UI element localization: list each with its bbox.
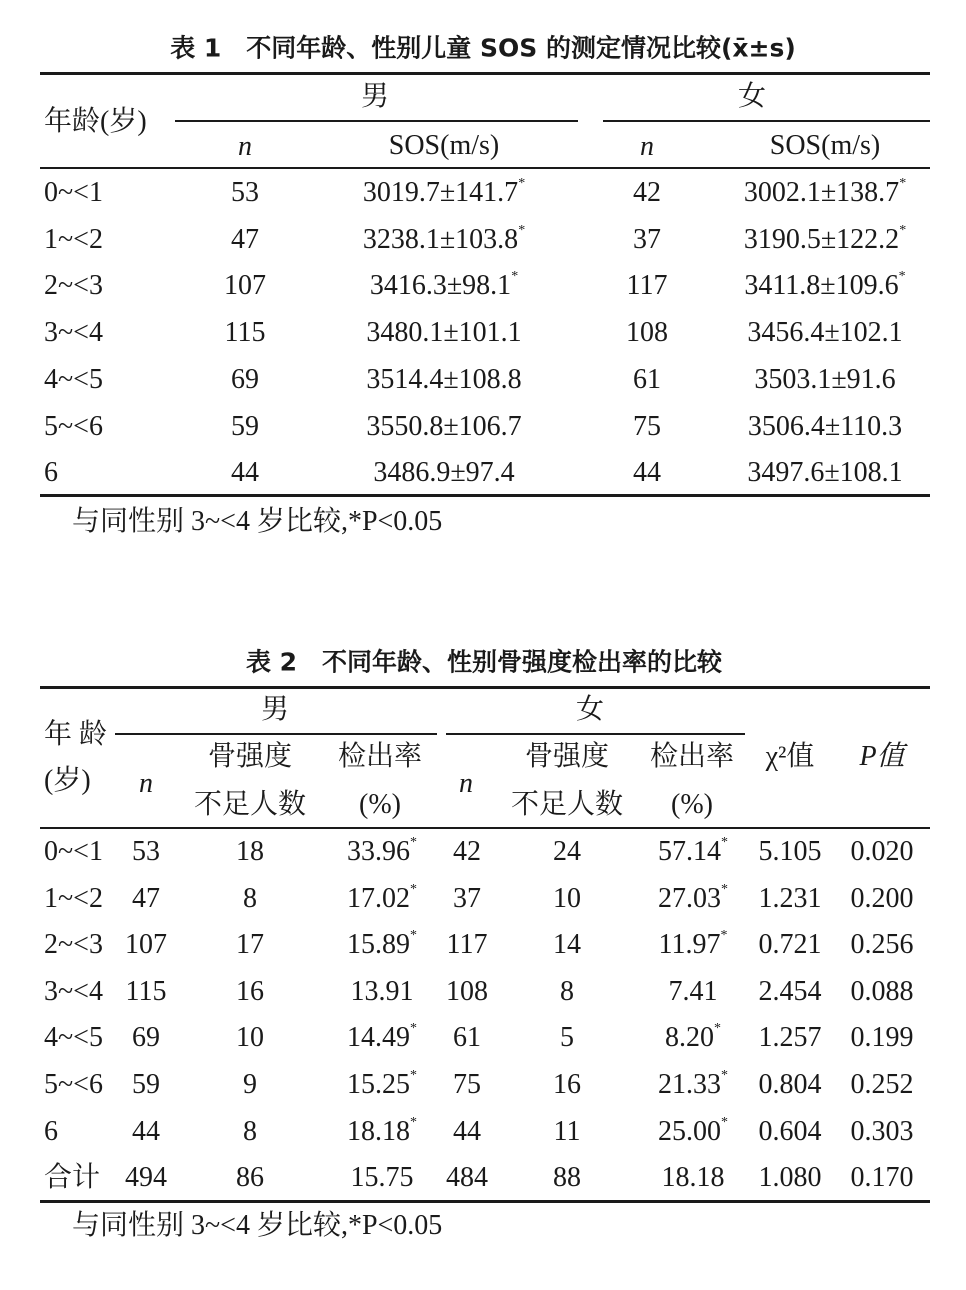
table1-male-sos-cell: 3416.3±98.1* (369, 269, 519, 302)
table2-age-cell: 3~<4 (44, 975, 103, 1007)
significance-mark: * (511, 269, 519, 285)
table2-age-cell: 2~<3 (44, 929, 103, 961)
table2-female-count-cell: 24 (553, 836, 581, 867)
table1-male-n-cell: 44 (231, 457, 259, 489)
table2-female-n-cell: 61 (453, 1022, 481, 1054)
table2-female-n-cell: 37 (453, 882, 481, 914)
significance-mark: * (721, 881, 728, 897)
table1-note: 与同性别 3~<4 岁比较,*P<0.05 (72, 506, 443, 537)
table2-female-header: 女 (575, 694, 605, 725)
table2-age-header-2: (岁) (44, 765, 91, 796)
table2-chi-cell: 1.231 (758, 882, 822, 914)
table1-header-rule (40, 167, 930, 169)
significance-mark: * (518, 222, 526, 238)
table1-female-n-cell: 44 (633, 457, 661, 489)
table1-title: 表 1 不同年龄、性别儿童 SOS 的测定情况比较(x̄±s) (170, 33, 796, 63)
table1-age-cell: 6 (44, 457, 58, 489)
table2-male-n-cell: 494 (125, 1162, 167, 1194)
table1-female-n-header: n (640, 131, 654, 162)
table1-female-n-cell: 75 (633, 410, 661, 442)
table2-chi-cell: 5.105 (758, 836, 822, 867)
table1-female-sos-cell: 3002.1±138.7* (743, 176, 907, 208)
table1-male-sos-cell: 3480.1±101.1 (366, 317, 522, 349)
table2-male-count-header-1: 骨强度 (207, 741, 293, 772)
table2-male-rate-cell: 33.96* (347, 835, 417, 867)
table1-male-sos-cell: 3486.9±97.4 (373, 457, 515, 489)
table2-female-count-cell: 10 (553, 882, 581, 914)
table1-female-n-cell: 37 (633, 223, 661, 255)
table2-male-rate-cell: 15.25* (347, 1068, 417, 1100)
table1-male-sos-header: SOS(m/s) (388, 130, 500, 161)
table2-chi-cell: 0.721 (758, 929, 822, 961)
table2-female-rate-header-2: (%) (671, 789, 713, 820)
significance-mark: * (714, 1021, 721, 1037)
table2-age-cell: 5~<6 (44, 1069, 103, 1100)
table1-male-header: 男 (360, 81, 390, 112)
table2-male-rate-cell: 17.02* (347, 881, 417, 914)
significance-mark: * (410, 1068, 417, 1083)
table1-age-header: 年龄(岁) (44, 106, 147, 137)
table1-male-n-header: n (238, 131, 252, 162)
table2-female-count-cell: 8 (560, 975, 574, 1007)
table1-male-rule (175, 120, 578, 122)
table2-male-count-header-2: 不足人数 (193, 789, 307, 820)
significance-mark: * (410, 928, 417, 944)
table2-female-count-cell: 5 (560, 1022, 574, 1054)
table2-male-count-cell: 9 (243, 1069, 257, 1100)
table2-age-cell: 4~<5 (44, 1022, 103, 1054)
table2-male-count-cell: 18 (236, 836, 264, 867)
significance-mark: * (518, 176, 526, 191)
table2-chi-cell: 0.804 (758, 1069, 822, 1100)
table1-age-cell: 0~<1 (44, 177, 103, 208)
table2-male-count-cell: 10 (236, 1022, 264, 1054)
significance-mark: * (721, 835, 728, 850)
table2-p-header: P值 (859, 741, 905, 772)
table2-age-cell: 0~<1 (44, 836, 103, 867)
table1-male-n-cell: 115 (224, 317, 266, 349)
table2-male-rate-cell: 14.49* (347, 1021, 417, 1054)
table2-p-cell: 0.256 (850, 929, 914, 961)
significance-mark: * (410, 1114, 417, 1130)
table2-male-rate-cell: 13.91 (350, 975, 414, 1007)
table2-female-count-header-2: 不足人数 (510, 789, 624, 820)
table1-male-sos-cell: 3019.7±141.7* (362, 176, 526, 208)
table2-chi-header: χ²值 (765, 741, 815, 772)
table2-female-rate-cell: 21.33* (658, 1068, 728, 1100)
table1-female-header: 女 (737, 81, 767, 112)
table2-chi-cell: 0.604 (758, 1115, 822, 1147)
table2-male-count-cell: 8 (243, 1115, 257, 1147)
table2-female-rule (446, 733, 745, 735)
table2-female-count-header-1: 骨强度 (524, 741, 610, 772)
table2-female-count-cell: 16 (553, 1069, 581, 1100)
table2-p-cell: 0.020 (850, 836, 914, 867)
table2-female-n-cell: 108 (446, 975, 488, 1007)
table2-female-rate-cell: 11.97* (658, 928, 728, 961)
table1-age-cell: 1~<2 (44, 223, 103, 255)
table1-female-sos-header: SOS(m/s) (769, 130, 881, 161)
table1-male-sos-cell: 3238.1±103.8* (362, 222, 526, 255)
significance-mark: * (899, 222, 907, 238)
table2-title: 表 2 不同年龄、性别骨强度检出率的比较 (245, 647, 723, 677)
table2-female-n-cell: 42 (453, 836, 481, 867)
table2-male-n-header: n (139, 768, 153, 799)
table2-male-n-cell: 69 (132, 1022, 160, 1054)
table1-male-n-cell: 47 (231, 223, 259, 255)
significance-mark: * (720, 928, 728, 944)
table2-p-cell: 0.303 (850, 1115, 914, 1147)
table1-female-sos-cell: 3411.8±109.6* (744, 269, 906, 302)
table2-age-cell: 1~<2 (44, 882, 103, 914)
table1-male-sos-cell: 3550.8±106.7 (366, 410, 522, 442)
table2-male-count-cell: 16 (236, 975, 264, 1007)
table2-female-n-cell: 75 (453, 1069, 481, 1100)
table1-top-rule (40, 72, 930, 75)
table2-female-rate-cell: 57.14* (658, 835, 728, 867)
table1-age-cell: 3~<4 (44, 317, 103, 349)
significance-mark: * (898, 269, 906, 285)
table2-header-rule (40, 827, 930, 829)
table2-male-rate-header-2: (%) (359, 789, 401, 820)
table2-p-cell: 0.252 (850, 1069, 914, 1100)
table2-female-n-cell: 117 (446, 929, 488, 961)
table1-female-n-cell: 61 (633, 363, 661, 395)
table2-male-n-cell: 107 (125, 929, 167, 961)
table2-male-n-cell: 44 (132, 1115, 160, 1147)
table1-female-sos-cell: 3190.5±122.2* (743, 222, 907, 255)
table1-female-n-cell: 108 (626, 317, 668, 349)
table2-female-n-cell: 484 (446, 1162, 488, 1194)
table2-male-rate-cell: 18.18* (347, 1114, 417, 1147)
table2-female-n-cell: 44 (453, 1115, 481, 1147)
table2-top-rule (40, 686, 930, 689)
table2-male-count-cell: 86 (236, 1162, 264, 1194)
table1-female-n-cell: 117 (626, 270, 668, 302)
table1-female-n-cell: 42 (633, 177, 661, 208)
table1-female-sos-cell: 3497.6±108.1 (747, 457, 903, 489)
table1-male-n-cell: 53 (231, 177, 259, 208)
table1-male-sos-cell: 3514.4±108.8 (366, 363, 522, 395)
table2-male-header: 男 (260, 694, 290, 725)
table1-female-sos-cell: 3506.4±110.3 (747, 410, 903, 442)
table2-female-rate-cell: 25.00* (658, 1114, 728, 1147)
table2-female-rate-cell: 7.41 (668, 975, 718, 1007)
table2-p-cell: 0.199 (850, 1022, 914, 1054)
table2-male-count-cell: 17 (236, 929, 264, 961)
table2-female-count-cell: 11 (553, 1115, 581, 1147)
table2-male-rate-cell: 15.89* (347, 928, 417, 961)
table2-male-rule (115, 733, 437, 735)
table2-female-rate-cell: 8.20* (665, 1021, 721, 1054)
significance-mark: * (721, 1068, 728, 1083)
table1-male-n-cell: 69 (231, 363, 259, 395)
table2-male-n-cell: 53 (132, 836, 160, 867)
table2-note: 与同性别 3~<4 岁比较,*P<0.05 (72, 1210, 443, 1241)
table2-female-rate-header-1: 检出率 (649, 741, 735, 772)
table2-bottom-rule (40, 1200, 930, 1203)
table2-p-cell: 0.200 (850, 882, 914, 914)
table2-p-cell: 0.170 (850, 1162, 914, 1194)
table2-male-n-cell: 115 (125, 975, 167, 1007)
table2-chi-cell: 2.454 (758, 975, 822, 1007)
table1-bottom-rule (40, 494, 930, 497)
table2-age-cell: 6 (44, 1115, 58, 1147)
significance-mark: * (410, 835, 417, 850)
table2-male-n-cell: 47 (132, 882, 160, 914)
table2-female-count-cell: 88 (553, 1162, 581, 1194)
table2-male-count-cell: 8 (243, 882, 257, 914)
table2-male-rate-cell: 15.75 (350, 1162, 414, 1194)
table2-male-rate-header-1: 检出率 (337, 741, 423, 772)
table1-female-sos-cell: 3456.4±102.1 (747, 317, 903, 349)
table2-female-rate-cell: 18.18 (661, 1162, 725, 1194)
table2-chi-cell: 1.257 (758, 1022, 822, 1054)
table1-male-n-cell: 59 (231, 410, 259, 442)
table2-female-count-cell: 14 (553, 929, 581, 961)
table1-male-n-cell: 107 (224, 270, 266, 302)
table1-age-cell: 4~<5 (44, 363, 103, 395)
significance-mark: * (410, 881, 417, 897)
table1-female-rule (603, 120, 930, 122)
table2-age-cell: 合计 (44, 1162, 101, 1194)
significance-mark: * (410, 1021, 417, 1037)
table1-female-sos-cell: 3503.1±91.6 (754, 363, 896, 395)
table2-female-n-header: n (459, 768, 473, 799)
table2-p-cell: 0.088 (850, 975, 914, 1007)
table2-female-rate-cell: 27.03* (658, 881, 728, 914)
significance-mark: * (899, 176, 907, 191)
table2-age-header-1: 年 龄 (44, 719, 108, 750)
table2-chi-cell: 1.080 (758, 1162, 822, 1194)
table2-male-n-cell: 59 (132, 1069, 160, 1100)
table1-age-cell: 2~<3 (44, 270, 103, 302)
significance-mark: * (721, 1114, 728, 1130)
table1-age-cell: 5~<6 (44, 410, 103, 442)
